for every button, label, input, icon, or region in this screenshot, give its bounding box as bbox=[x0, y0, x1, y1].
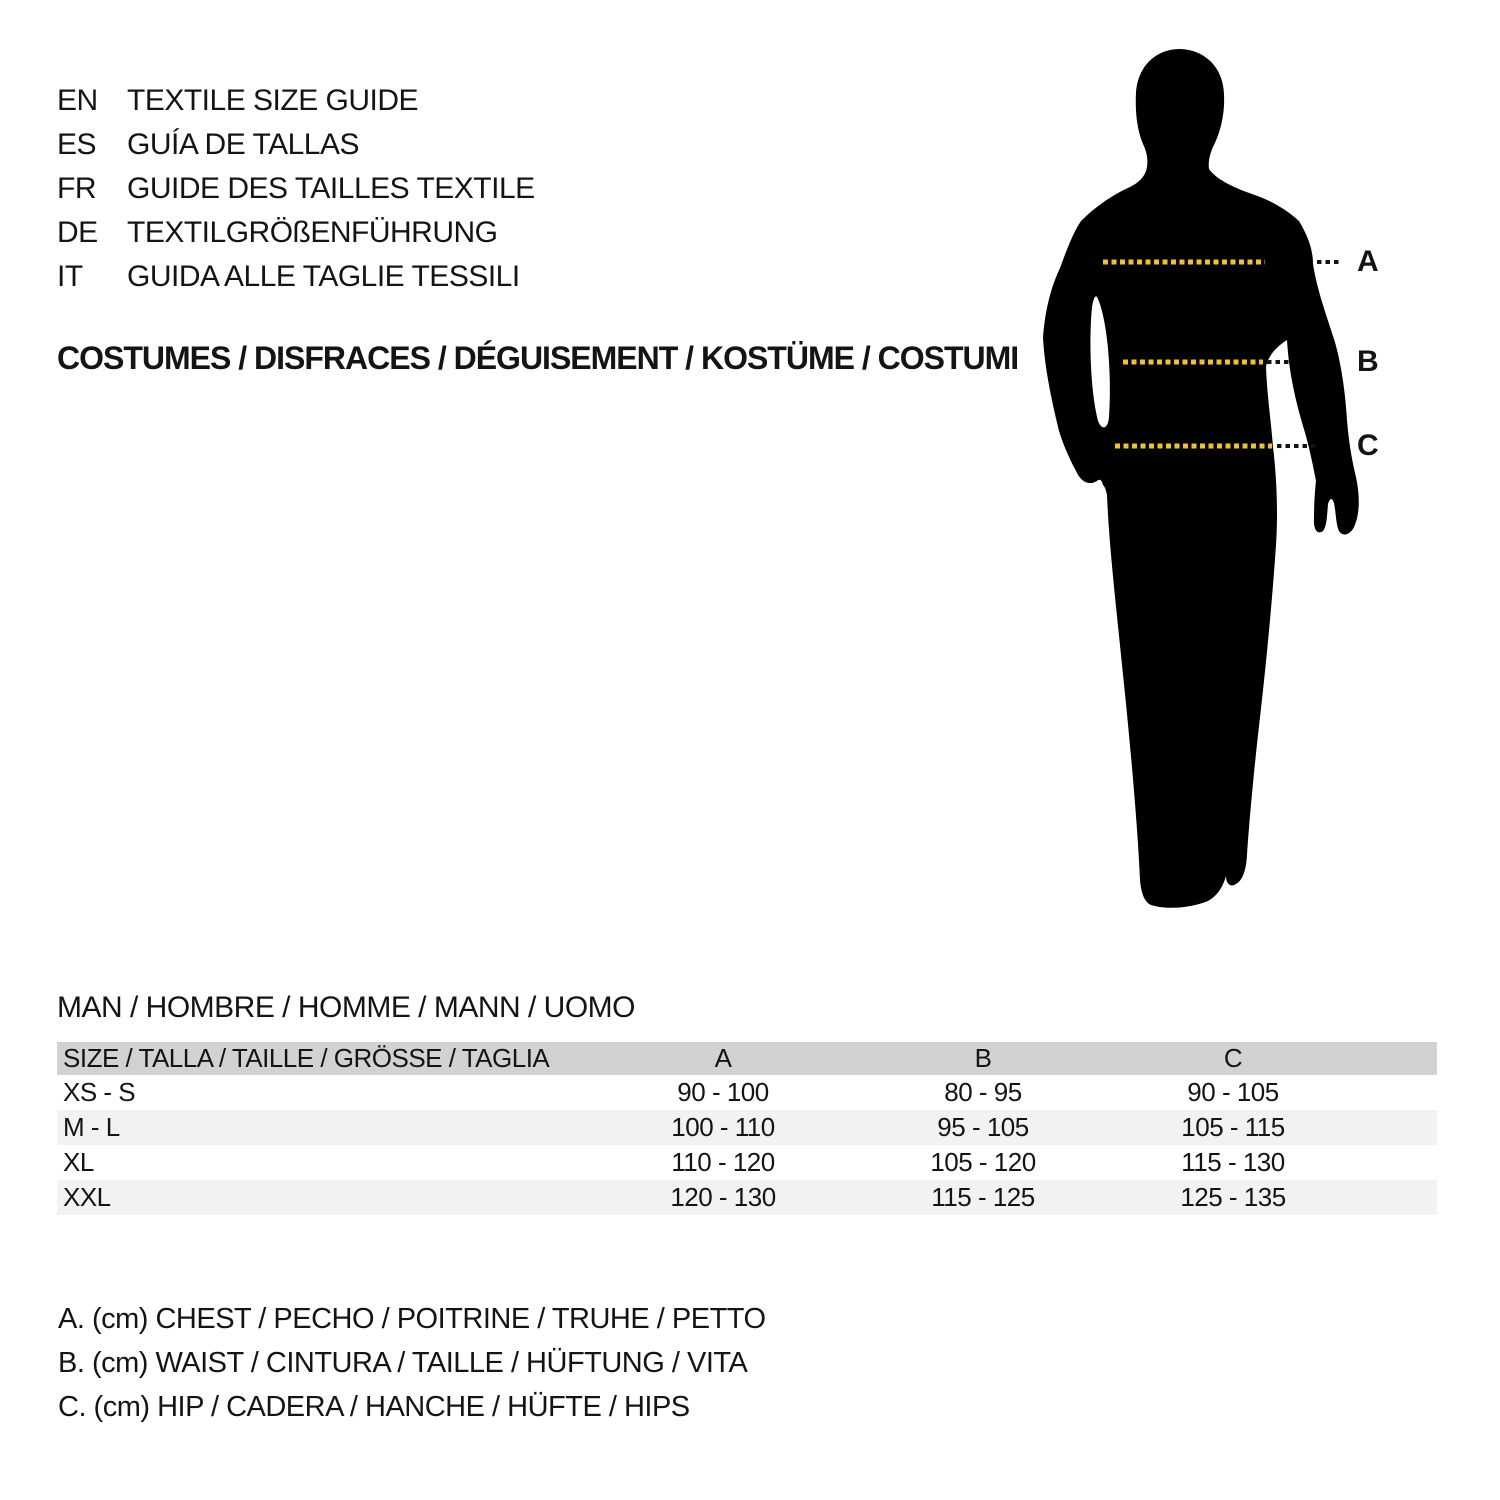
lang-title: GUIDA ALLE TAGLIE TESSILI bbox=[127, 260, 520, 293]
size-label: XXL bbox=[63, 1182, 111, 1212]
size-label: XS - S bbox=[63, 1077, 136, 1107]
lang-row-en bbox=[57, 84, 418, 118]
category-title: COSTUMES / DISFRACES / DÉGUISEMENT / KOSTÜME / COSTUMI bbox=[57, 340, 1019, 376]
lang-title: TEXTILE SIZE GUIDE bbox=[127, 84, 419, 117]
legend-hip: C. (cm) HIP / CADERA / HANCHE / HÜFTE / HIPS bbox=[58, 1391, 690, 1423]
value-b: 80 - 95 bbox=[944, 1077, 1022, 1107]
measure-label-a: A bbox=[1357, 245, 1379, 278]
value-c: 115 - 130 bbox=[1181, 1147, 1285, 1177]
value-b: 115 - 125 bbox=[931, 1182, 1035, 1212]
column-header-b: B bbox=[974, 1043, 992, 1073]
table-row-xxl bbox=[57, 1180, 1437, 1215]
column-header-c: C bbox=[1223, 1043, 1243, 1073]
lang-row-de bbox=[57, 216, 498, 250]
lang-row-it bbox=[57, 260, 520, 294]
value-a: 120 - 130 bbox=[670, 1182, 776, 1212]
man-figure-svg bbox=[1020, 40, 1400, 970]
size-table bbox=[57, 1042, 1437, 1215]
value-c: 105 - 115 bbox=[1181, 1112, 1285, 1142]
value-c: 90 - 105 bbox=[1187, 1077, 1279, 1107]
column-header-a: A bbox=[714, 1043, 732, 1073]
lang-row-fr bbox=[57, 172, 535, 206]
size-table-header-row bbox=[57, 1042, 1437, 1075]
lang-code: EN bbox=[57, 84, 98, 117]
value-a: 110 - 120 bbox=[671, 1147, 775, 1177]
lang-title: GUÍA DE TALLAS bbox=[127, 128, 359, 161]
lang-code: FR bbox=[57, 172, 96, 205]
lang-code: ES bbox=[57, 128, 97, 161]
lang-code: DE bbox=[57, 216, 98, 249]
lang-title: GUIDE DES TAILLES TEXTILE bbox=[127, 172, 535, 205]
table-row-xs-s bbox=[57, 1075, 1437, 1110]
measure-label-c: C bbox=[1357, 429, 1379, 462]
section-title-man: MAN / HOMBRE / HOMME / MANN / UOMO bbox=[57, 991, 636, 1024]
legend-chest: A. (cm) CHEST / PECHO / POITRINE / TRUHE / PETTO bbox=[58, 1303, 766, 1335]
man-figure bbox=[1020, 40, 1400, 970]
value-b: 95 - 105 bbox=[937, 1112, 1029, 1142]
lang-row-es bbox=[57, 128, 359, 162]
size-label: XL bbox=[63, 1147, 94, 1177]
man-silhouette bbox=[1043, 49, 1359, 908]
size-header-label: SIZE / TALLA / TAILLE / GRÖSSE / TAGLIA bbox=[63, 1043, 550, 1073]
lang-title: TEXTILGRÖßENFÜHRUNG bbox=[127, 216, 498, 249]
measure-label-b: B bbox=[1357, 345, 1379, 378]
size-label: M - L bbox=[63, 1112, 120, 1142]
value-a: 100 - 110 bbox=[671, 1112, 775, 1142]
lang-code: IT bbox=[57, 260, 83, 293]
value-a: 90 - 100 bbox=[677, 1077, 769, 1107]
value-c: 125 - 135 bbox=[1180, 1182, 1286, 1212]
table-row-xl bbox=[57, 1145, 1437, 1180]
legend-waist: B. (cm) WAIST / CINTURA / TAILLE / HÜFTUNG / VITA bbox=[58, 1347, 748, 1379]
table-row-m-l bbox=[57, 1110, 1437, 1145]
value-b: 105 - 120 bbox=[930, 1147, 1036, 1177]
